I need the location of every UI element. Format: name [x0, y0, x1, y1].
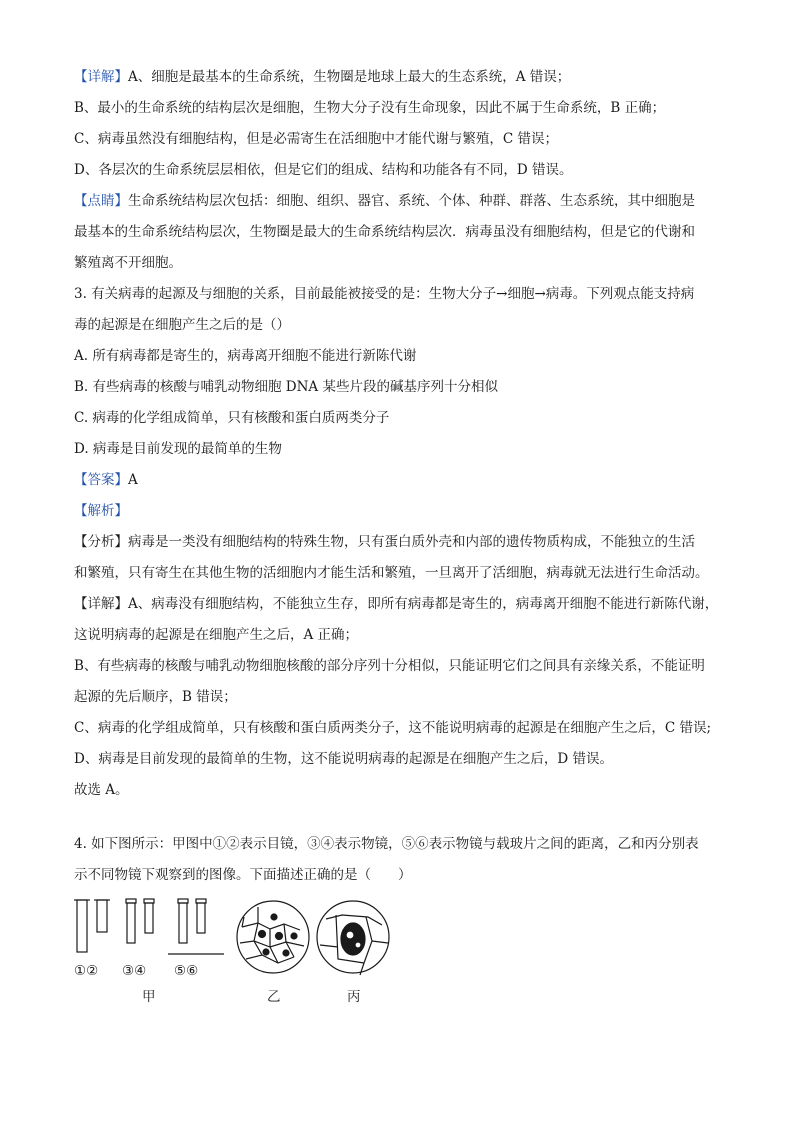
eyepiece-long-icon	[74, 900, 90, 952]
label-yi: 乙	[267, 989, 281, 1005]
view-yi-icon	[237, 901, 309, 973]
objective-distance-far-icon	[196, 899, 206, 933]
q3-detail-c: C、病毒的化学组成简单，只有核酸和蛋白质两类分子，这不能说明病毒的起源是在细胞产生之后，C 错误;	[74, 720, 711, 736]
q3-conclusion: 故选 A。	[74, 782, 129, 798]
q3-option-b: B. 有些病毒的核酸与哺乳动物细胞 DNA 某些片段的碱基序列十分相似	[74, 379, 498, 395]
q3-fenxi-1: 【分析】病毒是一类没有细胞结构的特殊生物，只有蛋白质外壳和内部的遗传物质构成，不能独立的生活	[74, 534, 695, 550]
tip-tag: 【点睛】	[74, 193, 128, 209]
q3-option-d: D. 病毒是目前发现的最简单的生物	[74, 441, 282, 457]
q2-detail-b: B、最小的生命系统的结构层次是细胞，生物大分子没有生命现象，因此不属于生命系统，B 正确；	[74, 100, 666, 116]
label-bing: 丙	[347, 989, 361, 1005]
q3-fenxi-2: 和繁殖，只有寄生在其他生物的活细胞内才能生活和繁殖，一旦离开了活细胞，病毒就无法进行生命活动。	[74, 565, 709, 581]
fenxi-tag: 【分析】	[74, 534, 128, 550]
q4-stem-1: 4. 如下图所示：甲图中①②表示目镜，③④表示物镜，⑤⑥表示物镜与载玻片之间的距离，乙和丙分别表	[74, 836, 699, 852]
q3-option-a: A. 所有病毒都是寄生的，病毒离开细胞不能进行新陈代谢	[74, 348, 417, 364]
q3-detail-b2: 起源的先后顺序，B 错误；	[74, 689, 237, 705]
label-eyepieces: ①②	[74, 963, 99, 979]
objective-distance-near-icon	[178, 899, 188, 943]
detail-tag: 【详解】	[74, 69, 128, 85]
objective-long-icon	[126, 899, 136, 943]
q2-detail-d: D、各层次的生命系统层层相依，但是它们的组成、结构和功能各有不同，D 错误。	[74, 162, 573, 178]
q3-answer	[74, 465, 724, 496]
q3-detail-b1: B、有些病毒的核酸与哺乳动物细胞核酸的部分序列十分相似，只能证明它们之间具有亲缘关系，不能证明	[74, 658, 705, 674]
q3-detail-a1: 【详解】A、病毒没有细胞结构，不能独立生存，即所有病毒都是寄生的，病毒离开细胞不能进行新陈代谢，	[74, 596, 719, 612]
document-page	[74, 62, 724, 1007]
q3-stem-1: 3. 有关病毒的起源及与细胞的关系，目前最能被接受的是：生物大分子→细胞→病毒。下列观点能支持病	[74, 286, 695, 302]
eyepiece-short-icon	[94, 900, 110, 932]
q2-tip-1: 【点睛】生命系统结构层次包括：细胞、组织、器官、系统、个体、种群、群落、生态系统，其中细胞是	[74, 193, 695, 209]
q3-detail-a2: 这说明病毒的起源是在细胞产生之后，A 正确；	[74, 627, 359, 643]
view-bing-icon	[317, 901, 389, 975]
q3-detail-d: D、病毒是目前发现的最简单的生物，这不能说明病毒的起源是在细胞产生之后，D 错误。	[74, 751, 613, 767]
label-distances: ⑤⑥	[174, 963, 199, 979]
q2-detail-c: C、病毒虽然没有细胞结构，但是必需寄生在活细胞中才能代谢与繁殖，C 错误；	[74, 131, 558, 147]
q3-analysis-tag: 【解析】	[74, 503, 128, 519]
label-objectives: ③④	[122, 963, 147, 979]
objective-short-icon	[144, 899, 154, 933]
q2-detail-a: 【详解】A、细胞是最基本的生命系统，生物圈是地球上最大的生态系统，A 错误；	[74, 69, 571, 85]
spacer	[74, 806, 724, 829]
q2-tip-3: 繁殖离不开细胞。	[74, 255, 182, 271]
label-jia: 甲	[142, 989, 156, 1005]
detail-tag: 【详解】	[74, 596, 128, 612]
q3-stem-2: 毒的起源是在细胞产生之后的是（）	[74, 317, 290, 333]
answer-value: A	[128, 472, 138, 488]
q3-option-c: C. 病毒的化学组成简单，只有核酸和蛋白质两类分子	[74, 410, 390, 426]
microscope-figure	[74, 897, 404, 1007]
q4-stem-2: 示不同物镜下观察到的图像。下面描述正确的是（ ）	[74, 867, 412, 883]
q2-tip-2: 最基本的生命系统结构层次，生物圈是最大的生命系统结构层次．病毒虽没有细胞结构，但是它的代谢和	[74, 224, 695, 240]
answer-tag: 【答案】	[74, 472, 128, 488]
